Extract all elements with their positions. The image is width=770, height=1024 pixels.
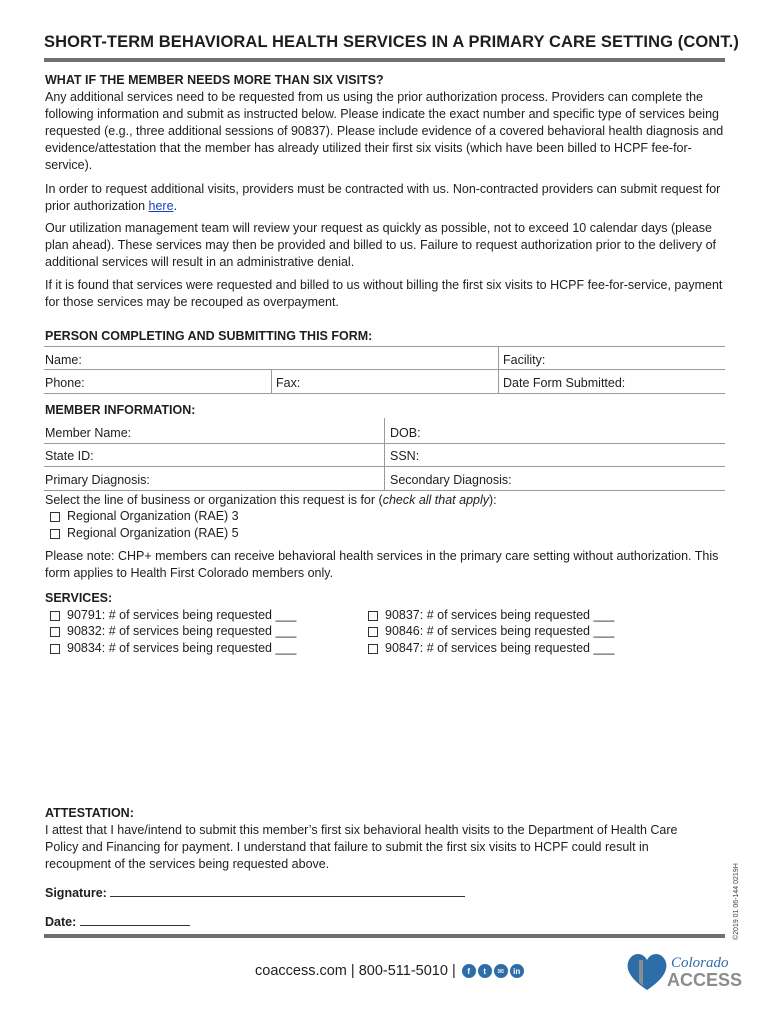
attestation-text: I attest that I have/intend to submit this member’s first six behavioral health visits to the Department of Health Care Policy and Financing for payment. I understand that failure to submit the first six visits to HCPF could result in recoupment of the services being requested above. [45,823,678,871]
lob-prompt-end: ): [489,493,497,507]
rae3-option[interactable] [50,508,239,524]
visits-paragraph-4: If it is found that services were requested and billed to us without billing the first six visits to HCPF fee-for-service, payment for those services may be recouped as overpayment. [45,278,723,309]
service-90837[interactable] [368,607,614,623]
date-field[interactable] [80,914,190,926]
facebook-icon[interactable]: f [462,964,476,978]
twitter-icon[interactable]: t [478,964,492,978]
visits-paragraph-2 [45,181,725,215]
chp-note: Please note: CHP+ members can receive behavioral health services in the primary care setting without authorization. This form applies to Health First Colorado members only. [45,549,719,580]
phone-label: Phone: [45,376,85,390]
form-code: ©2019 01 06-144 0219H [733,863,740,940]
divider [44,490,725,491]
primary-diagnosis-label: Primary Diagnosis: [45,473,150,487]
linkedin-icon[interactable]: in [510,964,524,978]
divider [384,418,385,491]
service-90832-label: 90832: # of services being requested ___ [67,624,297,638]
service-90847[interactable] [368,640,614,656]
divider [271,369,272,393]
service-90846-checkbox[interactable] [368,627,378,637]
heart-logo-icon [628,954,667,990]
fax-label: Fax: [276,376,301,390]
prior-authorization-link[interactable]: here [148,199,174,213]
services-heading: SERVICES: [45,591,113,605]
divider [44,466,725,467]
divider [44,369,725,370]
visits-paragraph-2-end: . [173,199,178,213]
rae5-label: Regional Organization (RAE) 5 [67,526,239,540]
service-90791[interactable] [50,607,296,623]
visits-paragraph-1: Any additional services need to be requested from us using the prior authorization process. Providers can complete the following information and submit as instructed below. Please indicate the exact number and specific type of services being requested (e.g., three additional sessions of 90837). Please include evidence of a covered behavioral health diagnosis and evidence/attestation that the member has already utilized their first six visits (which have been billed to HCPF fee-for-service). [45,90,724,172]
state-id-label: State ID: [45,449,94,463]
member-heading: MEMBER INFORMATION: [45,403,196,417]
service-90832[interactable] [50,623,296,639]
service-90832-checkbox[interactable] [50,627,60,637]
date-label: Date: [45,915,77,929]
logo-text-access: ACCESS [667,970,743,990]
service-90791-label: 90791: # of services being requested ___ [67,608,297,622]
person-heading: PERSON COMPLETING AND SUBMITTING THIS FORM: [45,329,373,343]
service-90847-label: 90847: # of services being requested ___ [385,641,615,655]
service-90846[interactable] [368,623,614,639]
social-icons [462,964,526,978]
signature-field[interactable] [110,885,465,897]
divider [44,393,725,394]
rae3-checkbox[interactable] [50,512,60,522]
name-label: Name: [45,353,82,367]
date-line [45,914,190,929]
visits-paragraph-2-text: In order to request additional visits, providers must be contracted with us. Non-contracted providers can submit request for prior authorization [45,182,721,213]
facility-label: Facility: [503,353,546,367]
service-90834[interactable] [50,640,296,656]
page-title: SHORT-TERM BEHAVIORAL HEALTH SERVICES IN A PRIMARY CARE SETTING (CONT.) [44,33,739,51]
lob-prompt-text: Select the line of business or organization this request is for ( [45,493,383,507]
service-90846-label: 90846: # of services being requested ___ [385,624,615,638]
service-90847-checkbox[interactable] [368,644,378,654]
footer-rule [44,934,725,938]
service-90837-label: 90837: # of services being requested ___ [385,608,615,622]
lob-prompt-italic: check all that apply [382,493,489,507]
secondary-diagnosis-label: Secondary Diagnosis: [390,473,512,487]
date-submitted-label: Date Form Submitted: [503,376,626,390]
colorado-access-logo [625,946,743,996]
rae3-label: Regional Organization (RAE) 3 [67,509,239,523]
visits-heading: WHAT IF THE MEMBER NEEDS MORE THAN SIX VISITS? [45,73,384,87]
footer-text: coaccess.com | 800-511-5010 | [255,963,456,979]
logo-text-colorado: Colorado [671,955,729,971]
rae5-option[interactable] [50,525,239,541]
signature-label: Signature: [45,886,107,900]
service-90791-checkbox[interactable] [50,611,60,621]
service-90837-checkbox[interactable] [368,611,378,621]
divider [44,443,725,444]
rae5-checkbox[interactable] [50,529,60,539]
attestation-heading: ATTESTATION: [45,806,134,820]
footer-contact [255,963,526,979]
dob-label: DOB: [390,426,421,440]
member-name-label: Member Name: [45,426,132,440]
signature-line [45,885,465,900]
lob-prompt [45,492,497,508]
email-icon[interactable]: ✉ [494,964,508,978]
title-rule [44,58,725,62]
visits-paragraph-3: Our utilization management team will review your request as quickly as possible, not to exceed 10 calendar days (please plan ahead). These services may then be provided and billed to us. Failure to request authorization prior to the delivery of additional services will result in an administrative denial. [45,221,716,269]
service-90834-checkbox[interactable] [50,644,60,654]
ssn-label: SSN: [390,449,420,463]
service-90834-label: 90834: # of services being requested ___ [67,641,297,655]
divider [44,346,725,347]
